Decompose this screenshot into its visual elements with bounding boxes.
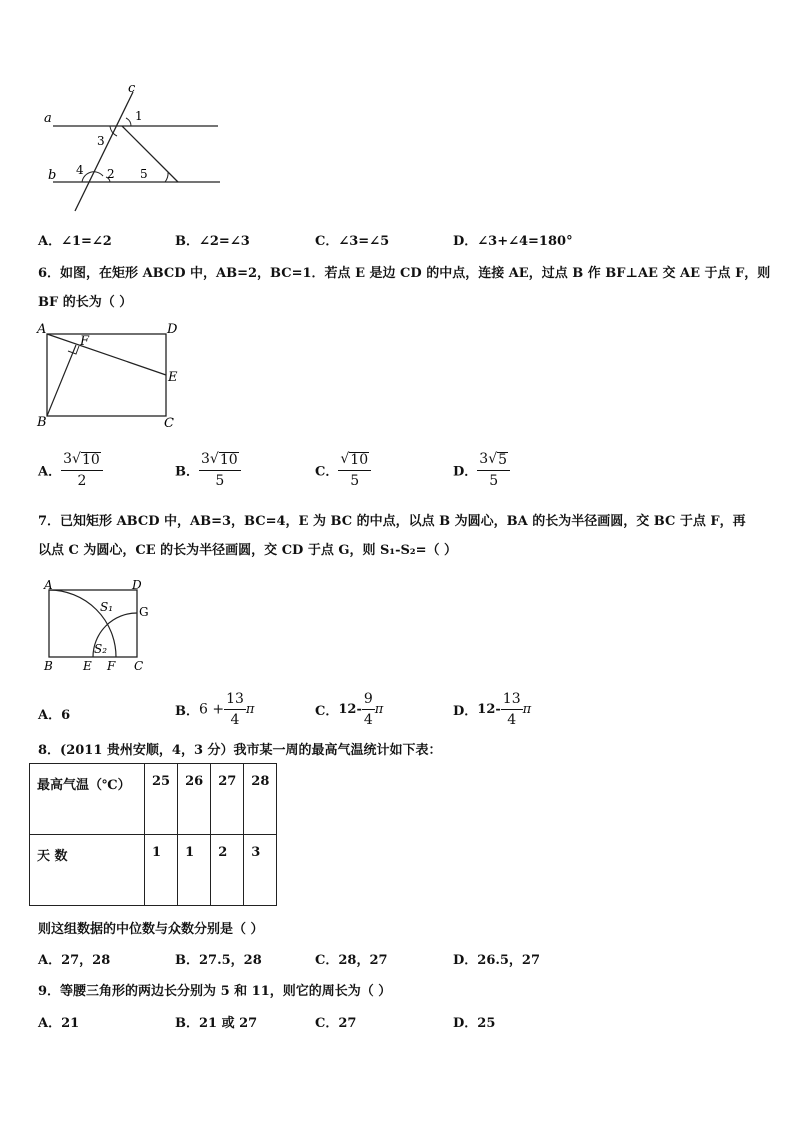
numerator: 13 — [501, 692, 523, 710]
point-b: B — [44, 659, 53, 673]
denominator: 5 — [489, 473, 499, 489]
denominator: 5 — [350, 473, 360, 489]
q6-option-c-label: C． — [315, 464, 339, 480]
q7-option-d-prefix: 12- — [477, 702, 501, 717]
q7-option-c-label: C． — [315, 704, 339, 719]
point-e: E — [168, 370, 178, 385]
segment-ae — [47, 334, 166, 375]
label-b: b — [48, 168, 57, 183]
pi-symbol: π — [522, 702, 532, 717]
denominator: 5 — [215, 473, 225, 489]
table-row — [30, 764, 277, 835]
q9-text: 9．等腰三角形的两边长分别为 5 和 11，则它的周长为（ ） — [38, 984, 392, 999]
q5-option-b[interactable]: B．∠2=∠3 — [175, 234, 250, 249]
angle4-arc — [82, 172, 103, 182]
q7-option-c-prefix: 12- — [338, 702, 362, 717]
radicand: 5 — [498, 452, 508, 468]
q8-option-b[interactable]: B．27.5，28 — [175, 953, 262, 968]
radicand: 10 — [350, 452, 369, 468]
q6-option-c[interactable] — [315, 452, 371, 488]
table-cell: 25 — [145, 764, 178, 835]
q7-option-b-fraction — [224, 692, 246, 727]
q5-figure — [30, 78, 230, 218]
q8-option-d[interactable]: D．26.5，27 — [453, 953, 541, 968]
label-s1: S₁ — [100, 600, 114, 614]
numerator: 9 — [362, 692, 375, 710]
rect-abcd — [47, 334, 166, 416]
q6-text-line2: BF 的长为（ ） — [38, 295, 133, 310]
point-b: B — [37, 415, 47, 430]
angle5-arc — [165, 172, 168, 182]
q6-option-d-label: D． — [453, 464, 478, 480]
q6-option-b[interactable] — [175, 452, 241, 488]
q7-option-a[interactable]: A．6 — [38, 708, 71, 723]
coefficient: 3 — [201, 451, 210, 467]
q9-option-d[interactable]: D．25 — [453, 1016, 496, 1031]
pi-symbol: π — [374, 702, 384, 717]
table-row — [30, 835, 277, 906]
q9-option-c[interactable]: C．27 — [315, 1016, 357, 1031]
coefficient: 3 — [479, 451, 489, 467]
q7-option-c-fraction — [362, 692, 375, 727]
angle2-label: 2 — [107, 167, 115, 181]
point-a: A — [44, 578, 53, 592]
q6-figure — [34, 320, 184, 432]
segment-bf — [47, 345, 76, 416]
table-cell: 26 — [178, 764, 211, 835]
denominator: 4 — [363, 712, 373, 728]
line-c — [75, 92, 133, 211]
angle4-label: 4 — [76, 163, 84, 177]
angle1-label: 1 — [135, 109, 143, 123]
q7-option-b-label: B． — [175, 704, 199, 719]
row-header-days: 天 数 — [30, 835, 145, 906]
q8-option-a[interactable]: A．27，28 — [38, 953, 111, 968]
q5-option-a[interactable]: A．∠1=∠2 — [38, 234, 112, 249]
denominator: 4 — [507, 712, 517, 728]
q6-option-b-label: B． — [175, 464, 199, 480]
q7-text-line2: 以点 C 为圆心，CE 的长为半径画圆，交 CD 于点 G，则 S₁-S₂=（ ） — [38, 543, 457, 558]
q6-option-d[interactable] — [453, 452, 510, 488]
numerator: 13 — [224, 692, 246, 710]
q6-option-b-fraction: 3√ 10 5 — [199, 452, 241, 488]
q7-option-b[interactable] — [175, 692, 254, 727]
q5-option-d[interactable]: D．∠3+∠4=180° — [453, 234, 573, 249]
angle5-label: 5 — [140, 167, 148, 181]
q7-option-b-prefix: 6 + — [199, 701, 225, 718]
q6-option-a-fraction: 3√ 10 2 — [61, 452, 103, 488]
point-d: D — [132, 578, 142, 592]
q7-option-d-label: D． — [453, 704, 478, 719]
q7-option-d[interactable] — [453, 692, 531, 727]
radicand: 10 — [81, 452, 100, 468]
q6-option-d-fraction: 3√ 5 5 — [477, 452, 510, 488]
denominator: 2 — [77, 473, 87, 489]
denominator: 4 — [230, 712, 240, 728]
temperature-table — [29, 763, 277, 906]
q6-option-a-label: A． — [38, 464, 62, 480]
angle3-label: 3 — [97, 134, 105, 148]
row-header-temperature: 最高气温（℃） — [30, 764, 145, 835]
q7-option-c[interactable] — [315, 692, 383, 727]
transversal-2 — [122, 126, 178, 182]
label-c: c — [128, 81, 136, 96]
point-d: D — [167, 322, 178, 337]
point-e: E — [83, 659, 92, 673]
point-a: A — [37, 322, 47, 337]
q7-text-line1: 7．已知矩形 ABCD 中，AB=3，BC=4，E 为 BC 的中点，以点 B 为圆心，BA 的长为半径画圆，交 BC 于点 F，再 — [38, 514, 746, 529]
q6-text-line1: 6．如图，在矩形 ABCD 中，AB=2，BC=1．若点 E 是边 CD 的中点，连接 AE，过点 B 作 BF⊥AE 交 AE 于点 F，则 — [38, 266, 771, 281]
q7-figure — [38, 576, 158, 676]
angle1-arc — [126, 118, 131, 126]
point-f: F — [107, 659, 116, 673]
coefficient: 3 — [63, 451, 73, 467]
table-cell: 1 — [145, 835, 178, 906]
q7-option-d-fraction — [501, 692, 523, 727]
label-s2: S₂ — [94, 642, 108, 656]
pi-symbol: π — [245, 702, 255, 717]
table-cell: 27 — [211, 764, 244, 835]
q8-question: 则这组数据的中位数与众数分别是（ ） — [38, 922, 264, 937]
table-cell: 2 — [211, 835, 244, 906]
q9-option-a[interactable]: A．21 — [38, 1016, 80, 1031]
q8-text: 8．(2011 贵州安顺，4，3 分）我市某一周的最高气温统计如下表： — [38, 743, 442, 758]
table-cell: 3 — [244, 835, 277, 906]
point-c: C — [134, 659, 144, 673]
table-cell: 28 — [244, 764, 277, 835]
rect-abcd — [49, 590, 137, 657]
point-f: F — [80, 334, 90, 349]
label-a: a — [44, 111, 52, 126]
point-g: G — [139, 605, 149, 619]
q5-option-c[interactable]: C．∠3=∠5 — [315, 234, 390, 249]
q6-option-c-fraction: √ 10 5 — [338, 452, 371, 488]
point-c: C — [164, 416, 174, 431]
q9-option-b[interactable]: B．21 或 27 — [175, 1016, 258, 1031]
table-cell: 1 — [178, 835, 211, 906]
q6-option-a[interactable] — [38, 452, 103, 488]
radicand: 10 — [219, 452, 238, 468]
q8-option-c[interactable]: C．28，27 — [315, 953, 388, 968]
